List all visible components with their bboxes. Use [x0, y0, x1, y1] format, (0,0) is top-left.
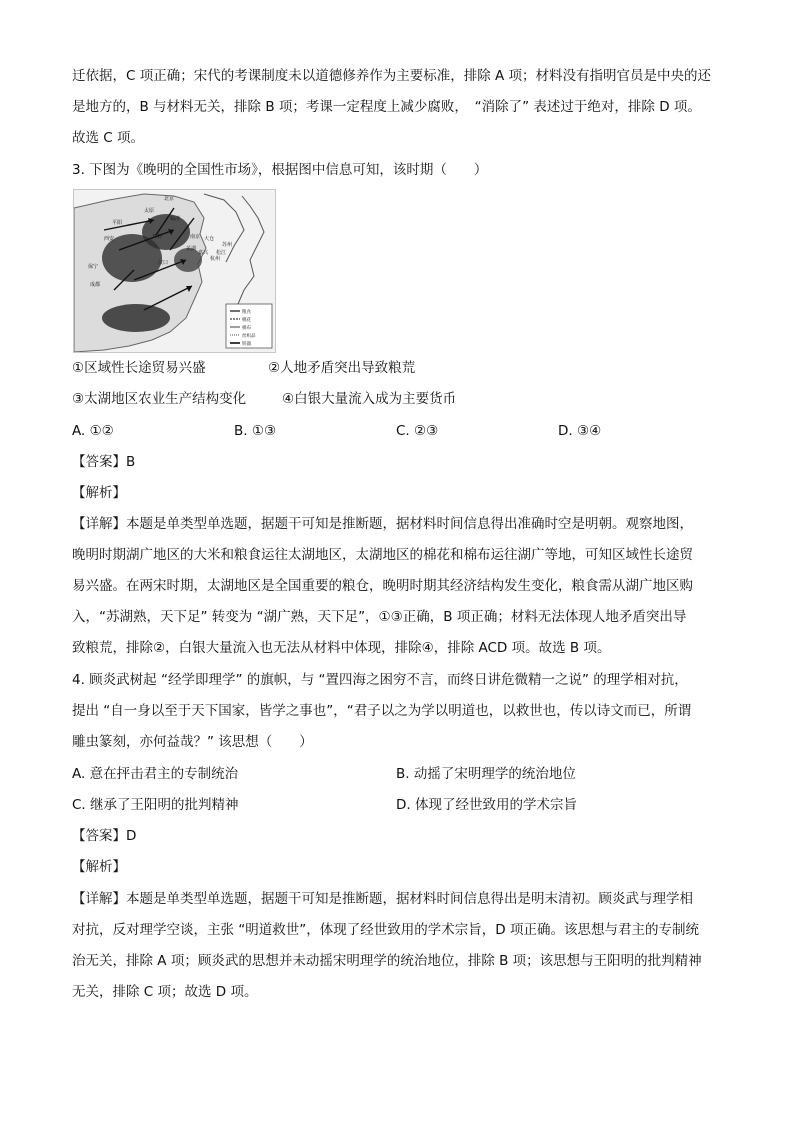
map-city-label: 成都 — [90, 282, 101, 288]
map-city-label: 平阳 — [112, 220, 123, 226]
q3-detail-line: 入，“苏湖熟，天下足” 转变为 “湖广熟，天下足”，①③正确，B 项正确；材料无法体现人地矛盾突出导 — [72, 609, 687, 625]
statement-2: ②人地矛盾突出导致粮荒 — [268, 360, 416, 376]
map-legend-item: 铁器 — [242, 342, 251, 347]
map-legend-item: 棉布 — [242, 326, 251, 331]
map-city-label: 开封 — [152, 234, 163, 240]
q4-detail-line: 对抗，反对理学空谈，主张 “明道救世”，体现了经世致用的学术宗旨，D 项正确。该思想与君主的专制统 — [72, 922, 699, 938]
q4-answer: 【答案】D — [72, 828, 137, 844]
q4-analysis-label: 【解析】 — [72, 859, 126, 875]
map-city-label: 松江 — [216, 250, 227, 256]
q3-detail-line: 致粮荒，排除②，白银大量流入也无法从材料中体现，排除④，排除 ACD 项。故选 B 项。 — [72, 640, 611, 656]
map-legend-item: 丝织品 — [242, 334, 256, 339]
map-city-label: 太原 — [144, 208, 155, 214]
q4-option-d: D. 体现了经世致用的学术宗旨 — [396, 797, 577, 813]
question-4-stem: 雕虫篆刻，亦何益哉？” 该思想（ ） — [72, 734, 313, 750]
q3-detail-line: 【详解】本题是单类型单选题，据题干可知是推断题，据材料时间信息得出准确时空是明朝。观察地图， — [72, 516, 693, 532]
map-city-label: 北京 — [164, 196, 175, 202]
map-city-label: 大仓 — [204, 236, 215, 242]
map-city-label: 苏州 — [222, 242, 233, 248]
q4-detail-line: 无关，排除 C 项；故选 D 项。 — [72, 984, 258, 1000]
statement-1: ①区域性长途贸易兴盛 — [72, 360, 206, 376]
statement-4: ④白银大量流入成为主要货币 — [282, 391, 457, 407]
q4-detail-line: 治无关，排除 A 项；顾炎武的思想并未动摇宋明理学的统治地位，排除 B 项；该思想与王阳明的批判精神 — [72, 953, 702, 969]
q3-option-b: B. ①③ — [234, 423, 277, 439]
prev-analysis-line: 故选 C 项。 — [72, 130, 145, 146]
statement-3: ③太湖地区农业生产结构变化 — [72, 391, 247, 407]
prev-analysis-line: 是地方的，B 与材料无关，排除 B 项；考课一定程度上减少腐败， “消除了” 表述过于绝对，排除 D 项。 — [72, 99, 701, 115]
map-city-label: 西安 — [104, 236, 115, 242]
q3-analysis-label: 【解析】 — [72, 485, 126, 501]
map-city-label: 保宁 — [88, 264, 99, 270]
q3-option-a: A. ①② — [72, 423, 114, 439]
q3-detail-line: 晚明时期湖广地区的大米和粮食运往太湖地区，太湖地区的棉花和棉布运往湖广等地，可知区域性长途贸 — [72, 547, 693, 563]
prev-analysis-line: 迁依据，C 项正确；宋代的考课制度未以道德修养作为主要标准，排除 A 项；材料没有指明官员是中央的还 — [72, 68, 712, 84]
q4-detail-line: 【详解】本题是单类型单选题，据题干可知是推断题，据材料时间信息得出是明末清初。顾炎武与理学相 — [72, 891, 693, 907]
q4-option-a: A. 意在抨击君主的专制统治 — [72, 766, 239, 782]
map-legend-item: 粮食 — [242, 310, 251, 315]
map-city-label: 芜湖 — [186, 246, 197, 252]
q4-option-b: B. 动摇了宋明理学的统治地位 — [396, 766, 576, 782]
q3-option-c: C. ②③ — [396, 423, 439, 439]
q3-option-d: D. ③④ — [558, 423, 602, 439]
question-3-stem: 3. 下图为《晚明的全国性市场》，根据图中信息可知，该时期（ ） — [72, 162, 488, 178]
map-city-label: 杭州 — [210, 256, 221, 262]
late-ming-market-map — [73, 189, 276, 353]
question-4-stem: 4. 顾炎武树起 “经学即理学” 的旗帜，与 “置四海之困穷不言，而终日讲危微精一之说” 的理学相对抗， — [72, 672, 688, 688]
map-city-label: 汉口 — [158, 260, 169, 266]
map-city-label: 南京 — [190, 234, 201, 240]
question-4-stem: 提出 “自一身以至于天下国家，皆学之事也”，“君子以之为学以明道也，以救世也，传以诗文而已，所谓 — [72, 703, 692, 719]
map-city-label: 临清 — [170, 216, 181, 222]
map-legend-item: 棉花 — [242, 318, 251, 323]
q4-option-c: C. 继承了王阳明的批判精神 — [72, 797, 239, 813]
q3-answer: 【答案】B — [72, 454, 136, 470]
q3-detail-line: 易兴盛。在两宋时期，太湖地区是全国重要的粮仓，晚明时期其经济结构发生变化，粮食需从湖广地区购 — [72, 578, 693, 594]
map-city-label: 嘉兴 — [198, 250, 209, 256]
